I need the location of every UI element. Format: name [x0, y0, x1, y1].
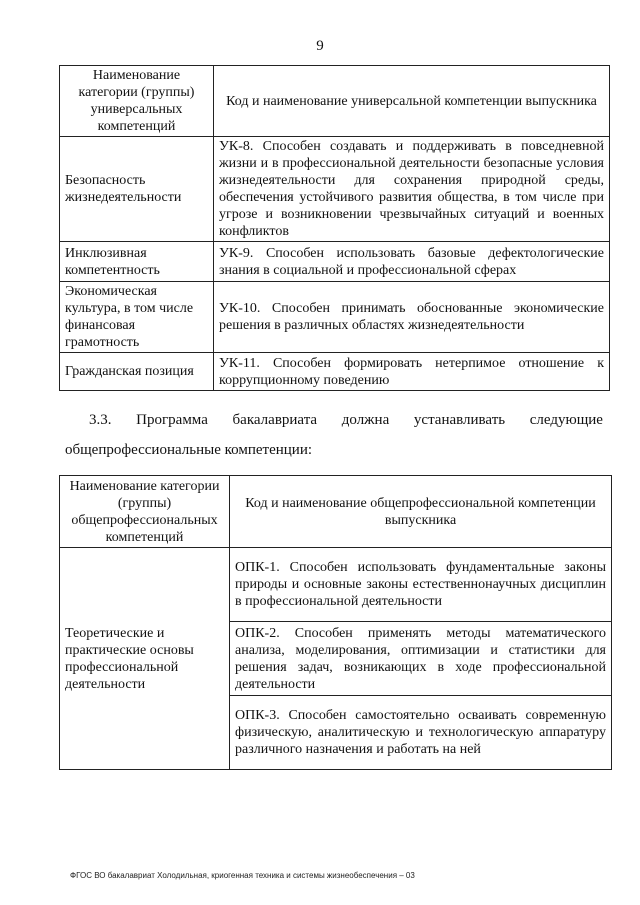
table-row — [60, 137, 610, 242]
competence-cell: УК-9. Способен использовать базовые дефектологические знания в социальной и профессиональной сферах — [214, 242, 610, 282]
paragraph-word: следующие — [529, 412, 603, 428]
header-code-cell: Код и наименование универсальной компетенции выпускника — [214, 66, 610, 137]
table-row — [60, 242, 610, 282]
category-cell: Экономическая культура, в том числе финансовая грамотность — [60, 282, 214, 353]
page-number: 9 — [316, 38, 324, 54]
competence-cell: ОПК-1. Способен использовать фундаментальные законы природы и основные законы естественнонаучных дисциплин в профессиональной деятельности — [230, 548, 612, 622]
paragraph-word: устанавливать — [413, 412, 506, 428]
paragraph-first-line — [65, 405, 603, 435]
table-row — [60, 548, 612, 622]
competence-cell: УК-8. Способен создавать и поддерживать в повседневной жизни и в профессиональной деятельности безопасные условия жизнедеятельности для сохранения природной среды, обеспечения устойчивого развития общества, в том числе при угрозе и возникновении чрезвычайных ситуаций и военных конфликтов — [214, 137, 610, 242]
table-header-row — [60, 66, 610, 137]
paragraph-word: Программа — [136, 412, 208, 428]
category-cell: Теоретические и практические основы профессиональной деятельности — [60, 548, 230, 770]
table-row — [60, 353, 610, 391]
paragraph-word: должна — [341, 412, 390, 428]
general-professional-competencies-table — [59, 475, 612, 770]
paragraph-word: бакалавриата — [232, 412, 318, 428]
page-footer: ФГОС ВО бакалавриат Холодильная, криогенная техника и системы жизнеобеспечения – 03 — [70, 871, 415, 880]
header-category-cell: Наименование категории (группы) общепрофессиональных компетенций — [60, 476, 230, 548]
competence-cell: УК-11. Способен формировать нетерпимое отношение к коррупционному поведению — [214, 353, 610, 391]
table-header-row — [60, 476, 612, 548]
category-cell: Гражданская позиция — [60, 353, 214, 391]
competence-cell: УК-10. Способен принимать обоснованные экономические решения в различных областях жизнедеятельности — [214, 282, 610, 353]
section-paragraph — [65, 405, 603, 465]
header-code-cell: Код и наименование общепрофессиональной компетенции выпускника — [230, 476, 612, 548]
universal-competencies-table — [59, 65, 610, 391]
category-cell: Инклюзивная компетентность — [60, 242, 214, 282]
competence-cell: ОПК-2. Способен применять методы математического анализа, моделирования, оптимизации и статистики для решения задач, возникающих в ходе профессиональной деятельности — [230, 622, 612, 696]
category-cell: Безопасность жизнедеятельности — [60, 137, 214, 242]
paragraph-second-line: общепрофессиональные компетенции: — [65, 442, 313, 458]
paragraph-word: 3.3. — [89, 412, 112, 428]
table-row — [60, 282, 610, 353]
competence-cell: ОПК-3. Способен самостоятельно осваивать современную физическую, аналитическую и технологическую аппаратуру различного назначения и работать на ней — [230, 696, 612, 770]
header-category-cell: Наименование категории (группы) универсальных компетенций — [60, 66, 214, 137]
